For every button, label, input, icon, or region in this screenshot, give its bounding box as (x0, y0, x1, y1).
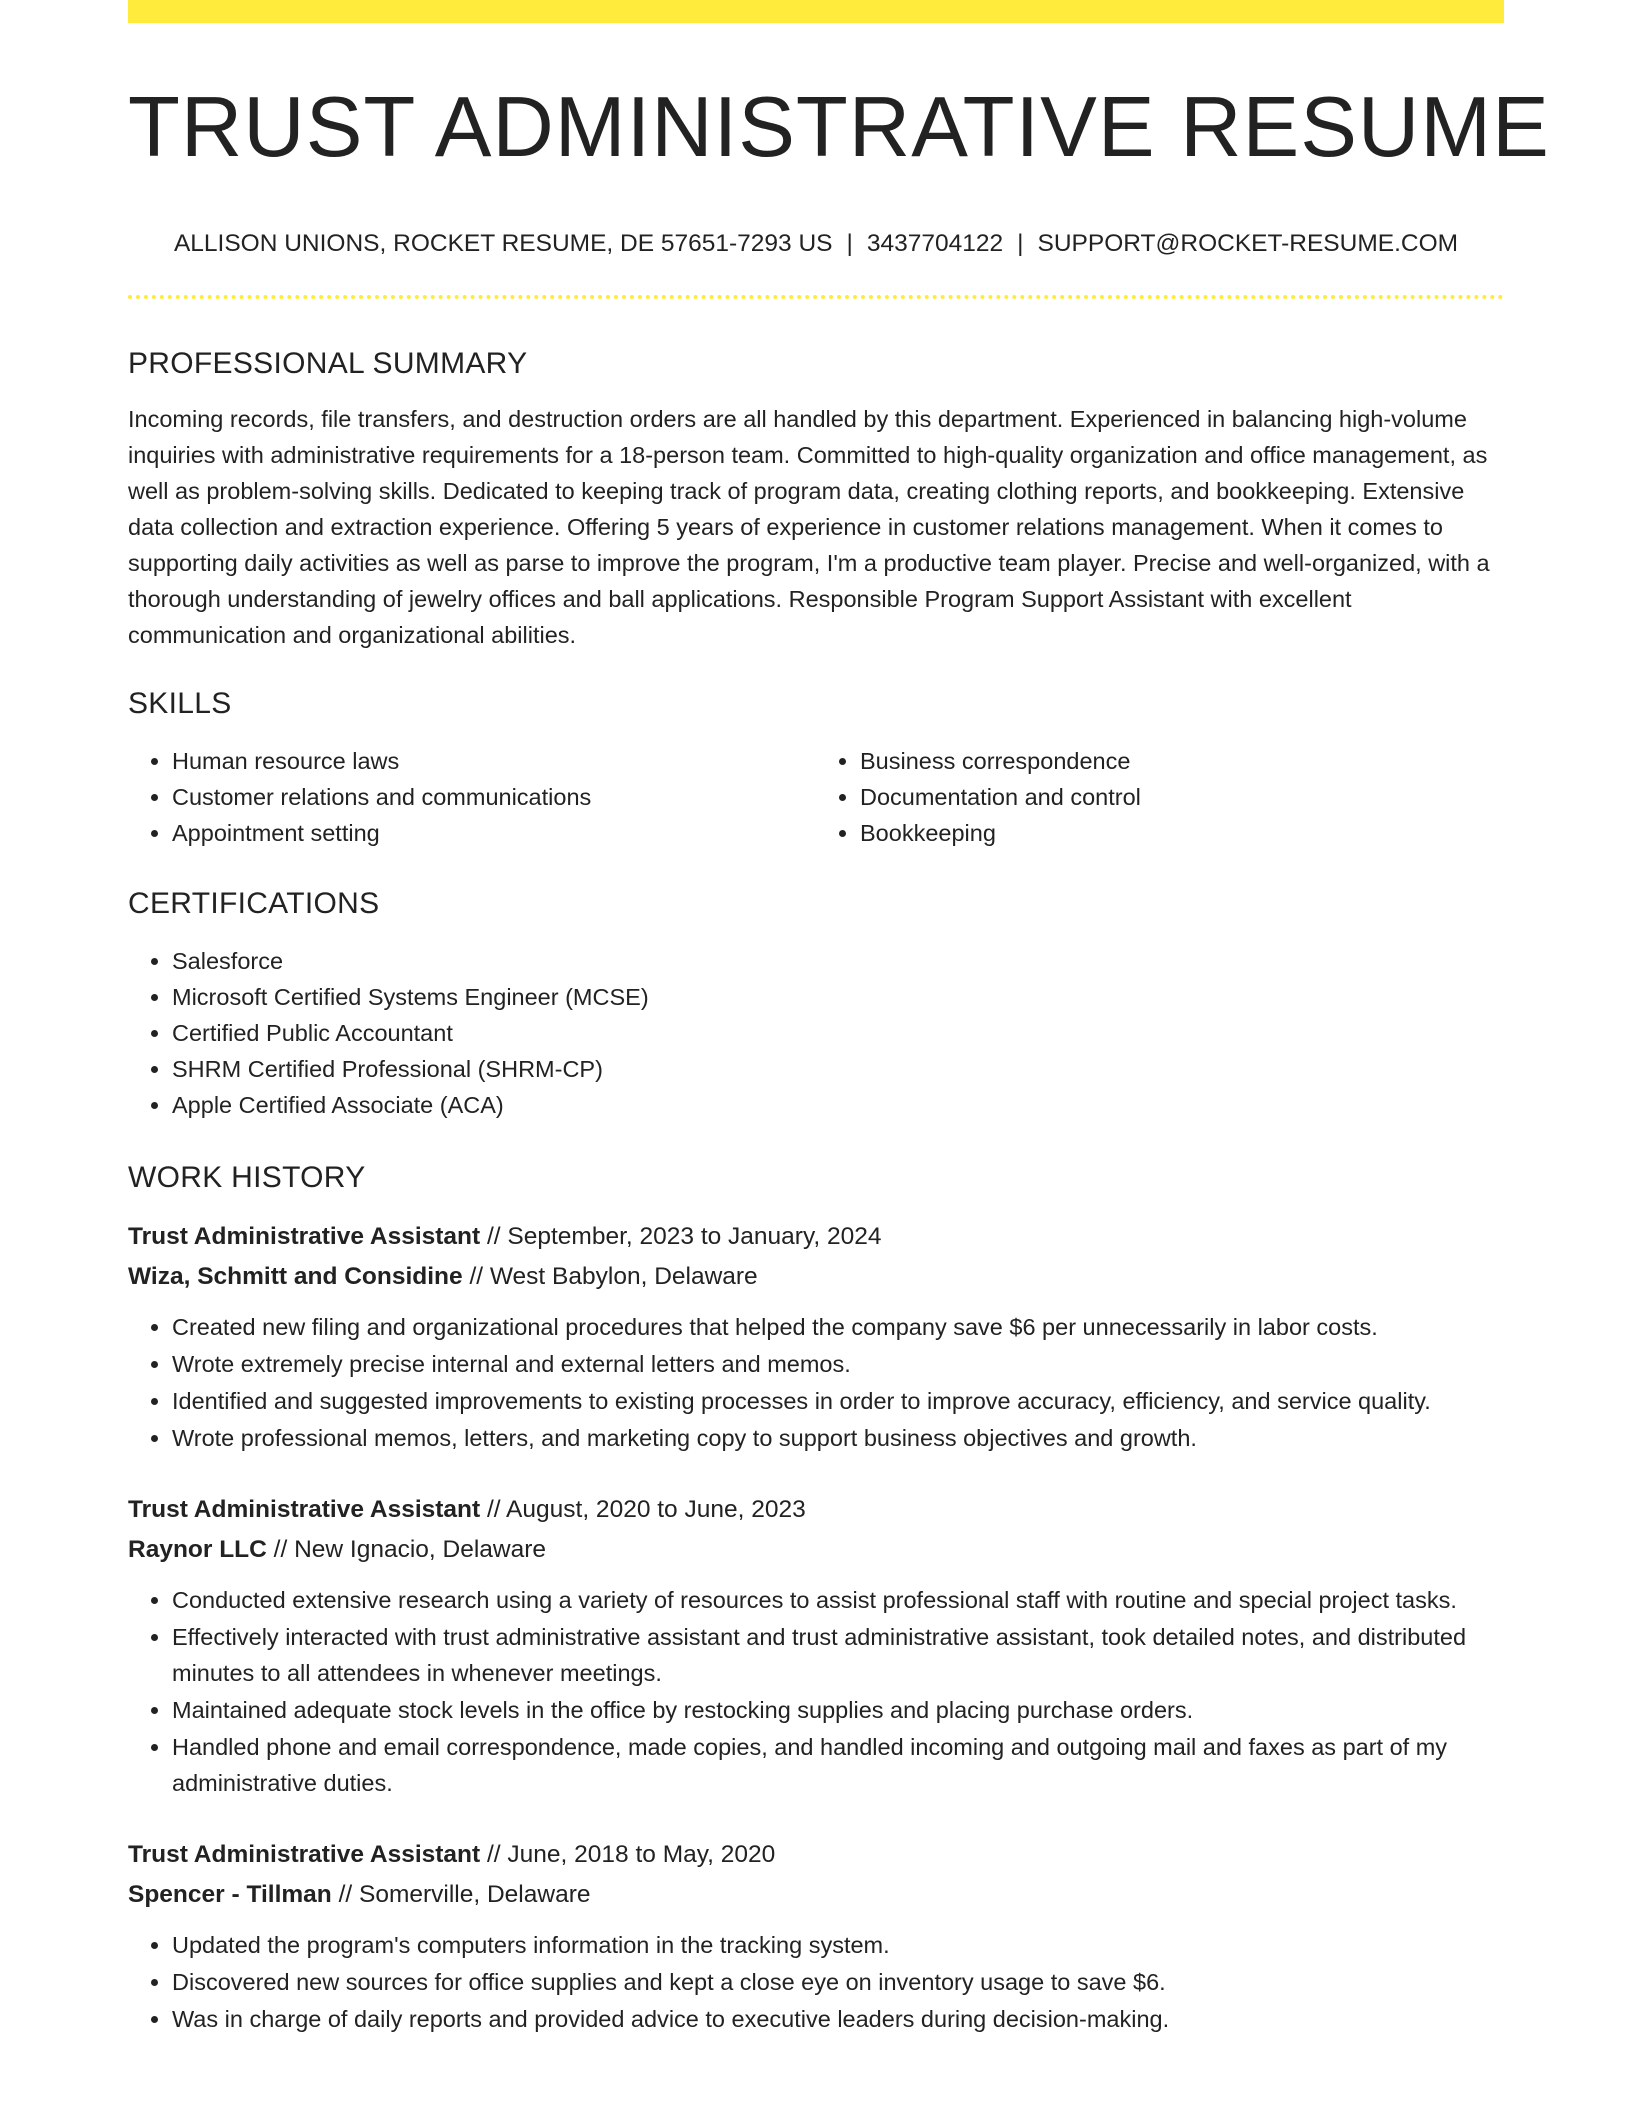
job-company-line (128, 1530, 1504, 1570)
job-company: Spencer - Tillman (128, 1880, 332, 1908)
certification-item: • Apple Certified Associate (ACA) (172, 1087, 1504, 1123)
job-bullets (128, 1582, 1504, 1801)
job-company-line (128, 1257, 1504, 1297)
job-title-line (128, 1490, 1504, 1530)
job-location: // West Babylon, Delaware (462, 1262, 758, 1290)
job-bullet: • Updated the program's computers information in the tracking system. (172, 1927, 1504, 1963)
certification-item: • Salesforce (172, 943, 1504, 979)
contact-line (128, 232, 1504, 257)
job-bullet: • Created new filing and organizational procedures that helped the company save $6 per unnecessarily in labor costs. (172, 1309, 1504, 1345)
certification-item: • Microsoft Certified Systems Engineer (MCSE) (172, 979, 1504, 1015)
job-bullet: • Wrote professional memos, letters, and marketing copy to support business objectives and growth. (172, 1420, 1504, 1456)
skills-column-left (128, 743, 816, 851)
contact-separator: | (846, 230, 853, 257)
accent-top-bar (128, 0, 1504, 23)
job-entry (128, 1835, 1504, 2037)
job-bullet: • Conducted extensive research using a variety of resources to assist professional staff with routine and special project tasks. (172, 1582, 1504, 1618)
summary-text: Incoming records, file transfers, and destruction orders are all handled by this department. Experienced in balancing high-volume inquiries with administrative requirements for a 18-person team. Committed to high-quality organization and office management, as well as problem-solving skills. Dedicated to keeping track of program data, creating clothing reports, and bookkeeping. Extensive data collection and extraction experience. Offering 5 years of experience in customer relations management. When it comes to supporting daily activities as well as parse to improve the program, I'm a productive team player. Precise and well-organized, with a thorough understanding of jewelry offices and ball applications. Responsible Program Support Assistant with excellent communication and organizational abilities. (128, 405, 1490, 648)
section-heading-certifications: CERTIFICATIONS (128, 886, 380, 920)
job-bullet: • Handled phone and email correspondence, made copies, and handled incoming and outgoing mail and faxes as part of my administrative duties. (172, 1729, 1504, 1801)
skill-item: • Customer relations and communications (172, 779, 816, 815)
job-bullets (128, 1927, 1504, 2037)
job-bullet: • Discovered new sources for office supplies and kept a close eye on inventory usage to save $6. (172, 1964, 1504, 2000)
contact-email[interactable]: SUPPORT@ROCKET-RESUME.COM (1037, 230, 1459, 257)
certification-item: • Certified Public Accountant (172, 1015, 1504, 1051)
job-bullet: • Maintained adequate stock levels in the office by restocking supplies and placing purchase orders. (172, 1692, 1504, 1728)
skill-item: • Bookkeeping (860, 815, 1504, 851)
job-title: Trust Administrative Assistant (128, 1840, 481, 1868)
certification-item: • SHRM Certified Professional (SHRM-CP) (172, 1051, 1504, 1087)
job-company: Wiza, Schmitt and Considine (128, 1262, 463, 1290)
job-bullet: • Wrote extremely precise internal and external letters and memos. (172, 1346, 1504, 1382)
job-entry (128, 1490, 1504, 1801)
section-heading-work-history: WORK HISTORY (128, 1160, 366, 1194)
contact-phone[interactable]: 3437704122 (866, 230, 1004, 257)
job-dates: // September, 2023 to January, 2024 (480, 1222, 882, 1250)
job-title: Trust Administrative Assistant (128, 1222, 481, 1250)
job-dates: // August, 2020 to June, 2023 (480, 1495, 806, 1523)
skill-item: • Business correspondence (860, 743, 1504, 779)
skill-item: • Human resource laws (172, 743, 816, 779)
job-title-line (128, 1835, 1504, 1875)
contact-address: ALLISON UNIONS, ROCKET RESUME, DE 57651-7293 US (173, 230, 833, 257)
job-location: // Somerville, Delaware (331, 1880, 591, 1908)
contact-separator: | (1017, 230, 1024, 257)
job-company: Raynor LLC (128, 1535, 267, 1563)
job-bullet: • Identified and suggested improvements to existing processes in order to improve accuracy, efficiency, and service quality. (172, 1383, 1504, 1419)
section-heading-skills: SKILLS (128, 686, 232, 720)
job-bullets (128, 1309, 1504, 1456)
job-dates: // June, 2018 to May, 2020 (480, 1840, 776, 1868)
job-title-line (128, 1217, 1504, 1257)
job-entry (128, 1217, 1504, 1456)
skill-item: • Documentation and control (860, 779, 1504, 815)
skill-item: • Appointment setting (172, 815, 816, 851)
resume-title: TRUST ADMINISTRATIVE RESUME (128, 80, 1550, 175)
skills-column-right (816, 743, 1504, 851)
skills-grid (128, 743, 1504, 851)
skills-list-right (816, 743, 1504, 851)
job-title: Trust Administrative Assistant (128, 1495, 481, 1523)
resume-page (128, 0, 1550, 2038)
section-heading-summary: PROFESSIONAL SUMMARY (128, 346, 528, 380)
skills-list-left (128, 743, 816, 851)
dotted-divider (128, 295, 1504, 299)
job-bullet: • Effectively interacted with trust administrative assistant and trust administrative assistant, took detailed notes, and distributed minutes to all attendees in whenever meetings. (172, 1619, 1504, 1691)
job-company-line (128, 1875, 1504, 1915)
job-bullet: • Was in charge of daily reports and provided advice to executive leaders during decision-making. (172, 2001, 1504, 2037)
certifications-list (128, 943, 1504, 1123)
job-location: // New Ignacio, Delaware (266, 1535, 546, 1563)
